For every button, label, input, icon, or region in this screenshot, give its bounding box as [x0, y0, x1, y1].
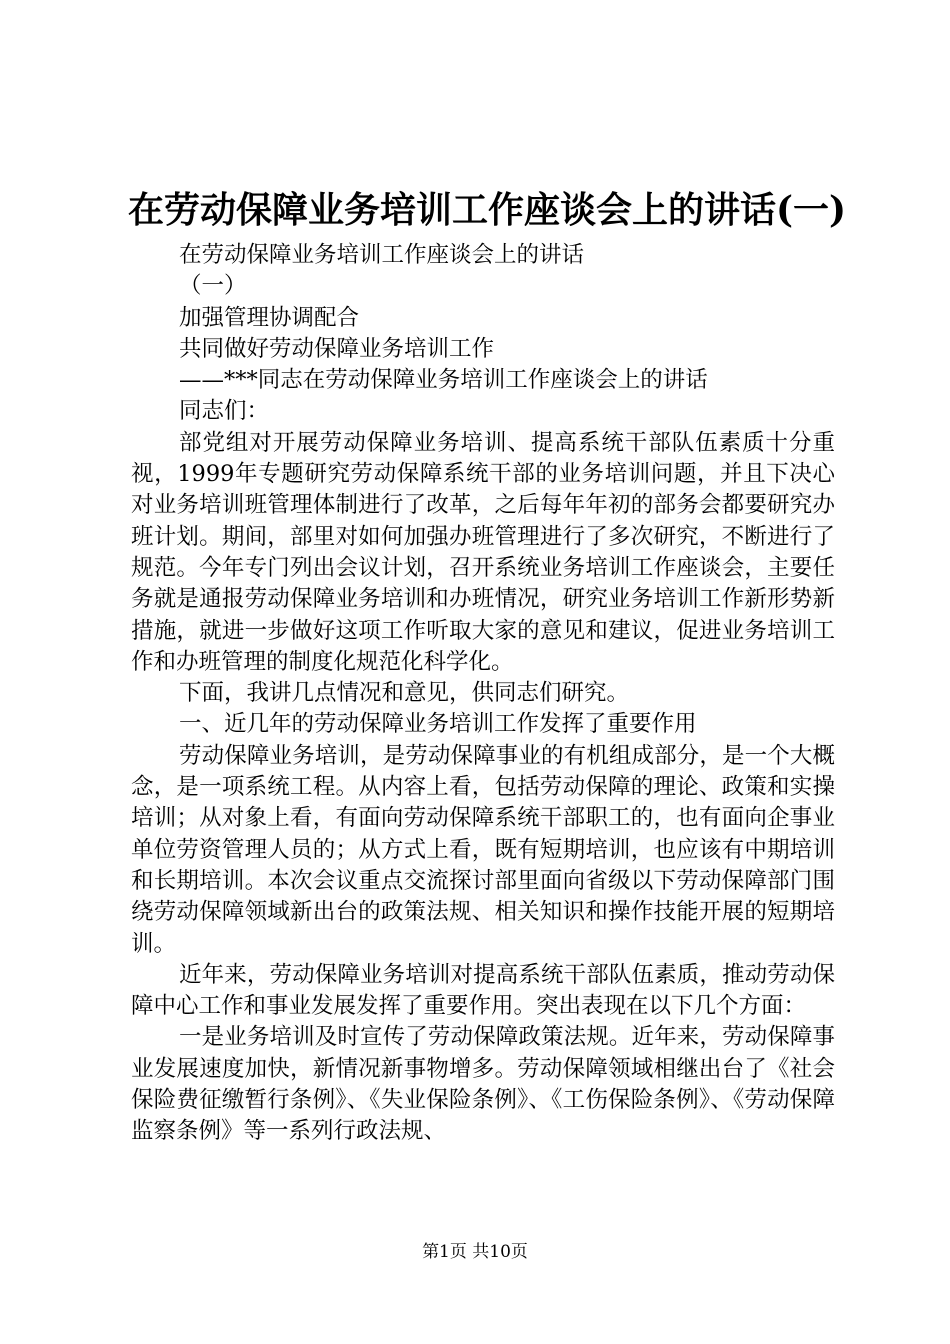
- header-line-subtitle-1: 加强管理协调配合: [179, 304, 360, 331]
- header-line-subtitle-2: 共同做好劳动保障业务培训工作: [179, 335, 495, 362]
- header-line-part-number: （一）: [179, 273, 247, 300]
- paragraph: 部党组对开展劳动保障业务培训、提高系统干部队伍素质十分重视，1999年专题研究劳动保障系统干部的业务培训问题，并且下决心对业务培训班管理体制进行了改革，之后每年年初的部务会都要研究办班计划。期间，部里对如何加强办班管理进行了多次研究，不断进行了规范。今年专门列出会议计划，召开系统业务培训工作座谈会，主要任务就是通报劳动保障业务培训和办班情况，研究业务培训工作新形势新措施，就进一步做好这项工作听取大家的意见和建议，促进业务培训工作和办班管理的制度化规范化科学化。: [131, 429, 835, 675]
- header-line-speech-title: 在劳动保障业务培训工作座谈会上的讲话: [179, 242, 585, 268]
- paragraph: 下面，我讲几点情况和意见，供同志们研究。: [179, 680, 630, 707]
- paragraph: 劳动保障业务培训，是劳动保障事业的有机组成部分，是一个大概念，是一项系统工程。从内容上看，包括劳动保障的理论、政策和实操培训；从对象上看，有面向劳动保障系统干部职工的，也有面向企事业单位劳资管理人员的；从方式上看，既有短期培训，也应该有中期培训和长期培训。本次会议重点交流探讨部里面向省级以下劳动保障部门围绕劳动保障领域新出台的政策法规、相关知识和操作技能开展的短期培训。: [131, 742, 835, 957]
- header-line-speaker: ——***同志在劳动保障业务培训工作座谈会上的讲话: [179, 367, 708, 394]
- document-body: [131, 240, 835, 1148]
- salutation: 同志们：: [179, 398, 270, 425]
- document-title: 在劳动保障业务培训工作座谈会上的讲话(一): [128, 189, 847, 231]
- paragraph: 近年来，劳动保障业务培训对提高系统干部队伍素质，推动劳动保障中心工作和事业发展发挥了重要作用。突出表现在以下几个方面：: [131, 961, 835, 1020]
- section-heading: 一、近几年的劳动保障业务培训工作发挥了重要作用: [179, 711, 697, 738]
- paragraph: 一是业务培训及时宣传了劳动保障政策法规。近年来，劳动保障事业发展速度加快，新情况新事物增多。劳动保障领域相继出台了《社会保险费征缴暂行条例》、《失业保险条例》、《工伤保险条例》、《劳动保障监察条例》等一系列行政法规、: [131, 1024, 835, 1145]
- page-footer: 第1页 共10页: [422, 1242, 528, 1262]
